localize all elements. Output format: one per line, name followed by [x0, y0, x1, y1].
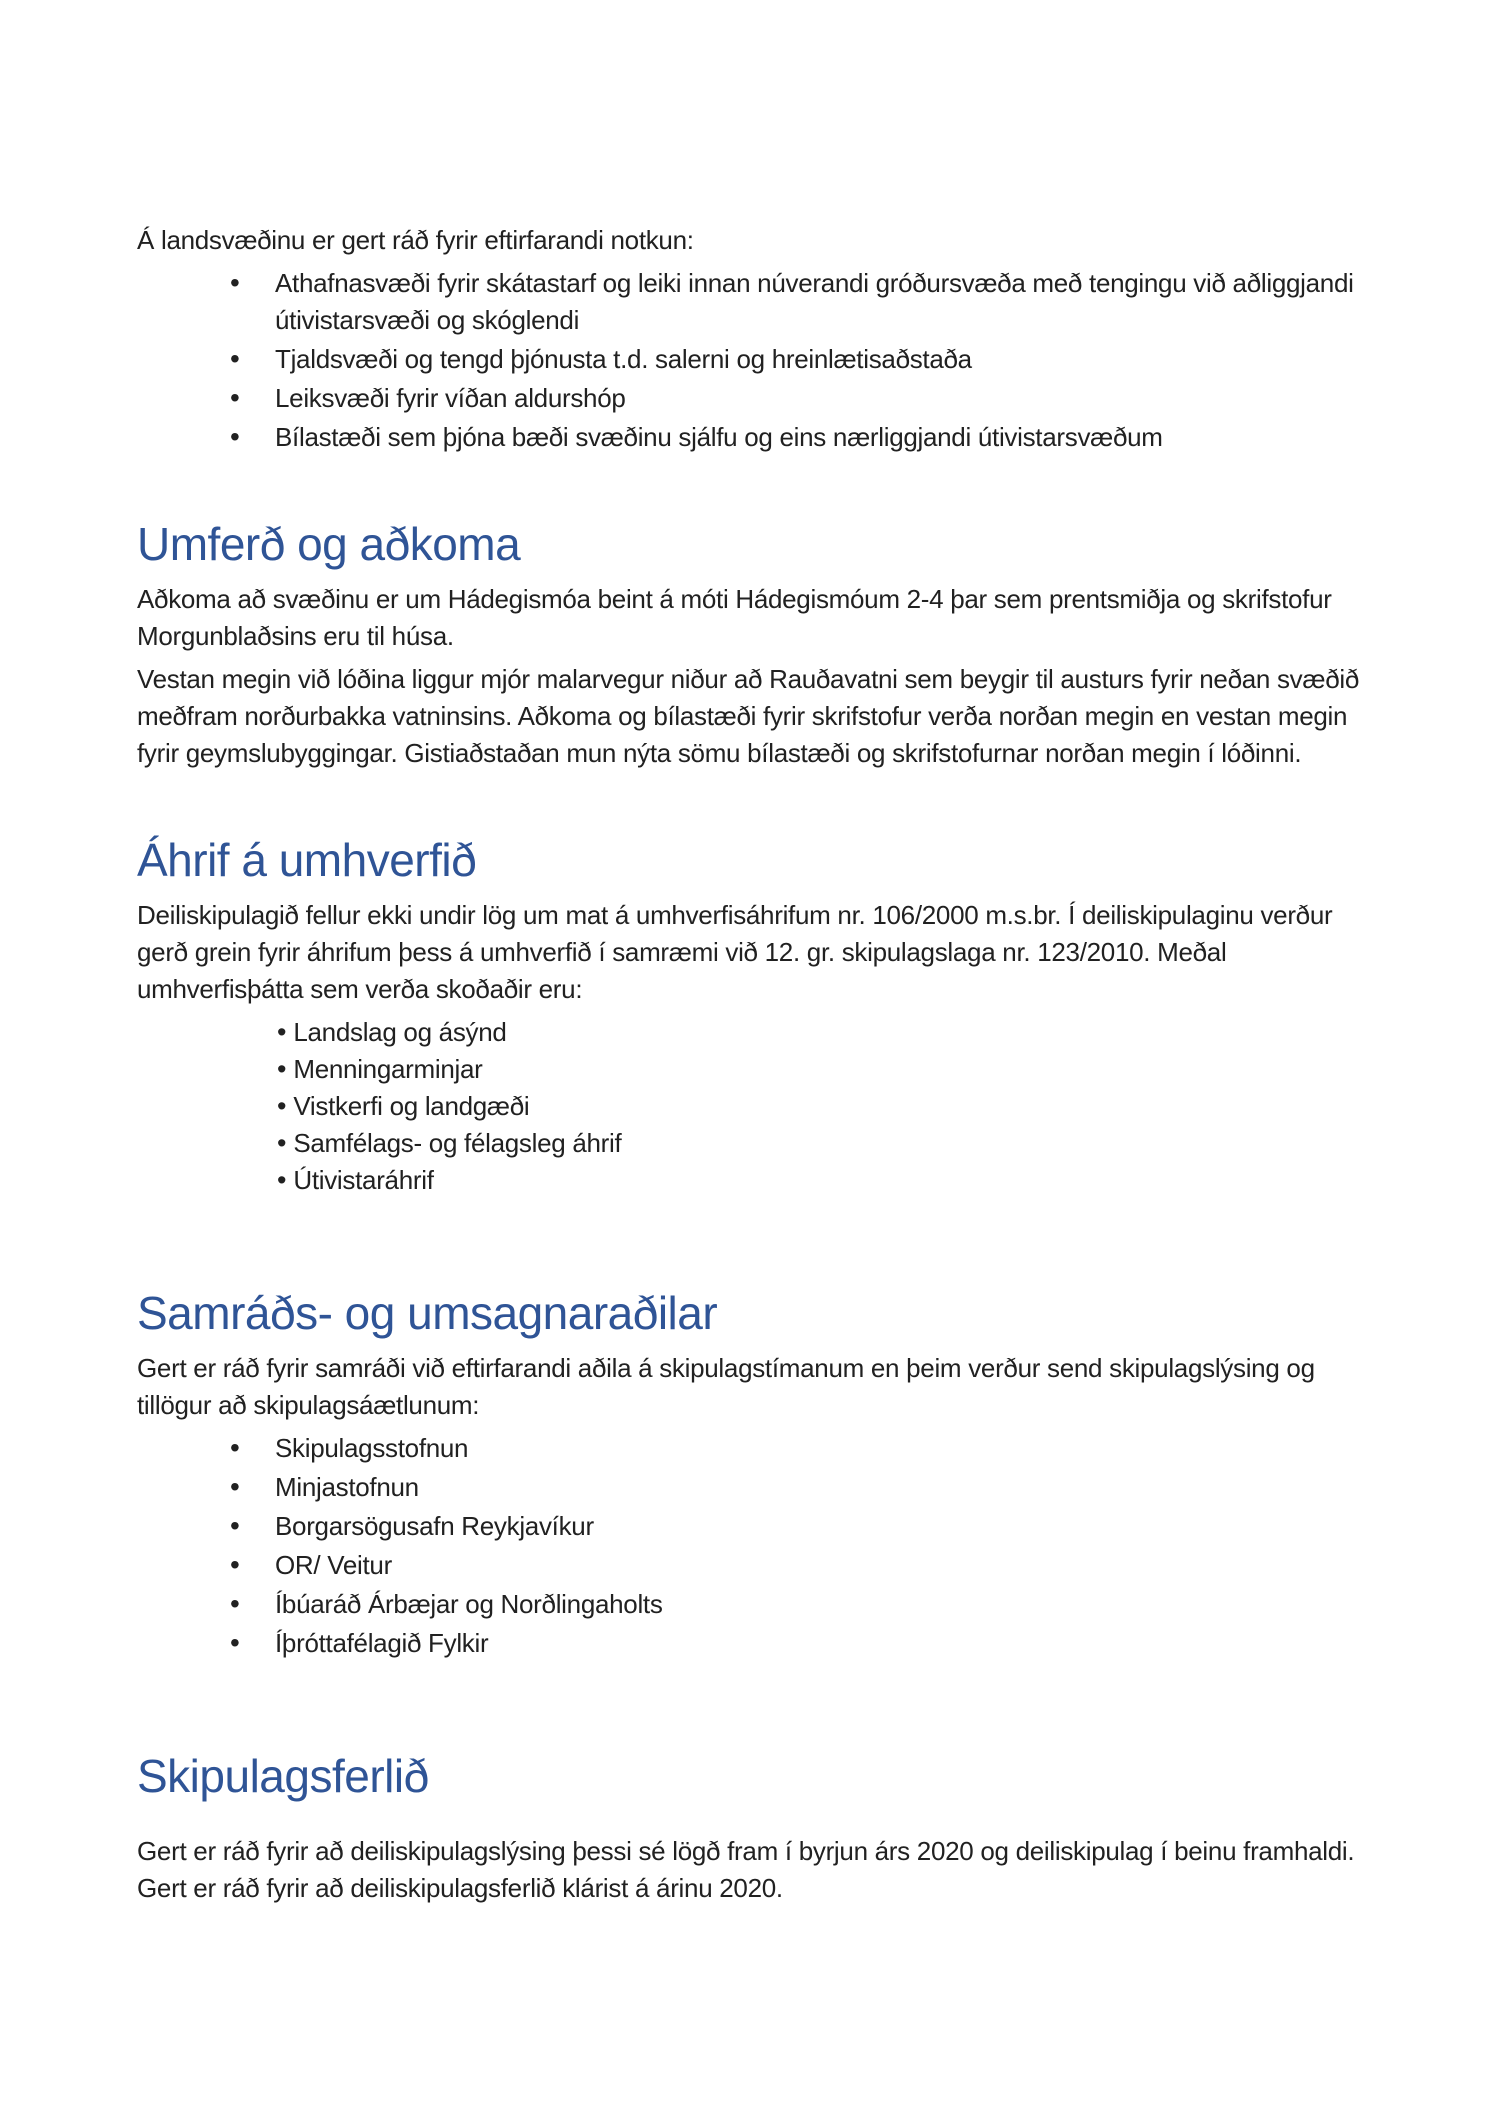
- paragraph: Gert er ráð fyrir samráði við eftirfarandi aðila á skipulagstímanum en þeim verður send skipulagslýsing og tillögur að skipulagsáætlunum:: [137, 1353, 1315, 1420]
- samradsadilar-bullet-list: [137, 1430, 1371, 1662]
- list-item: • Athafnasvæði fyrir skátastarf og leiki innan núverandi gróðursvæða með tengingu við aðliggjandi útivistarsvæði og skóglendi: [137, 265, 1371, 339]
- intro-bullet-list: [137, 265, 1371, 456]
- intro-paragraph: Á landsvæðinu er gert ráð fyrir eftirfarandi notkun:: [137, 225, 694, 255]
- list-item: • Íþróttafélagið Fylkir: [137, 1625, 1371, 1662]
- umhverfisthaettir-bullet-list: [137, 1014, 1371, 1199]
- section-heading-skipulagsferlid: Skipulagsferlið: [137, 1750, 429, 1802]
- paragraph: Gert er ráð fyrir að deiliskipulagslýsing þessi sé lögð fram í byrjun árs 2020 og deiliskipulag í beinu framhaldi. Gert er ráð fyrir að deiliskipulagsferlið klárist á árinu 2020.: [137, 1836, 1355, 1903]
- section-heading-ahrif-a-umhverfid: Áhrif á umhverfið: [137, 834, 477, 886]
- paragraph: Aðkoma að svæðinu er um Hádegismóa beint á móti Hádegismóum 2-4 þar sem prentsmiðja og skrifstofur Morgunblaðsins eru til húsa.: [137, 584, 1332, 651]
- list-item: • OR/ Veitur: [137, 1547, 1371, 1584]
- list-item: • Skipulagsstofnun: [137, 1430, 1371, 1467]
- list-item: • Íbúaráð Árbæjar og Norðlingaholts: [137, 1586, 1371, 1623]
- list-item: • Borgarsögusafn Reykjavíkur: [137, 1508, 1371, 1545]
- list-item: • Bílastæði sem þjóna bæði svæðinu sjálfu og eins nærliggjandi útivistarsvæðum: [137, 419, 1371, 456]
- paragraph: Vestan megin við lóðina liggur mjór malarvegur niður að Rauðavatni sem beygir til austurs fyrir neðan svæðið meðfram norðurbakka vatninsins. Aðkoma og bílastæði fyrir skrifstofur verða norðan megin en vestan megin fyrir geymslubyggingar. Gistiaðstaðan mun nýta sömu bílastæði og skrifstofurnar norðan megin í lóðinni.: [137, 664, 1359, 768]
- list-item: • Leiksvæði fyrir víðan aldurshóp: [137, 380, 1371, 417]
- list-item: • Menningarminjar: [137, 1051, 1371, 1088]
- paragraph: Deiliskipulagið fellur ekki undir lög um mat á umhverfisáhrifum nr. 106/2000 m.s.br. Í deiliskipulaginu verður gerð grein fyrir áhrifum þess á umhverfið í samræmi við 12. gr. skipulagslaga nr. 123/2010. Meðal umhverfisþátta sem verða skoðaðir eru:: [137, 900, 1333, 1004]
- list-item: • Vistkerfi og landgæði: [137, 1088, 1371, 1125]
- list-item: • Minjastofnun: [137, 1469, 1371, 1506]
- list-item: • Samfélags- og félagsleg áhrif: [137, 1125, 1371, 1162]
- list-item: • Útivistaráhrif: [137, 1162, 1371, 1199]
- list-item: • Landslag og ásýnd: [137, 1014, 1371, 1051]
- section-heading-umferd-og-adkoma: Umferð og aðkoma: [137, 518, 521, 570]
- section-heading-samrads-og-umsagnaradilar: Samráðs- og umsagnaraðilar: [137, 1287, 718, 1339]
- list-item: • Tjaldsvæði og tengd þjónusta t.d. salerni og hreinlætisaðstaða: [137, 341, 1371, 378]
